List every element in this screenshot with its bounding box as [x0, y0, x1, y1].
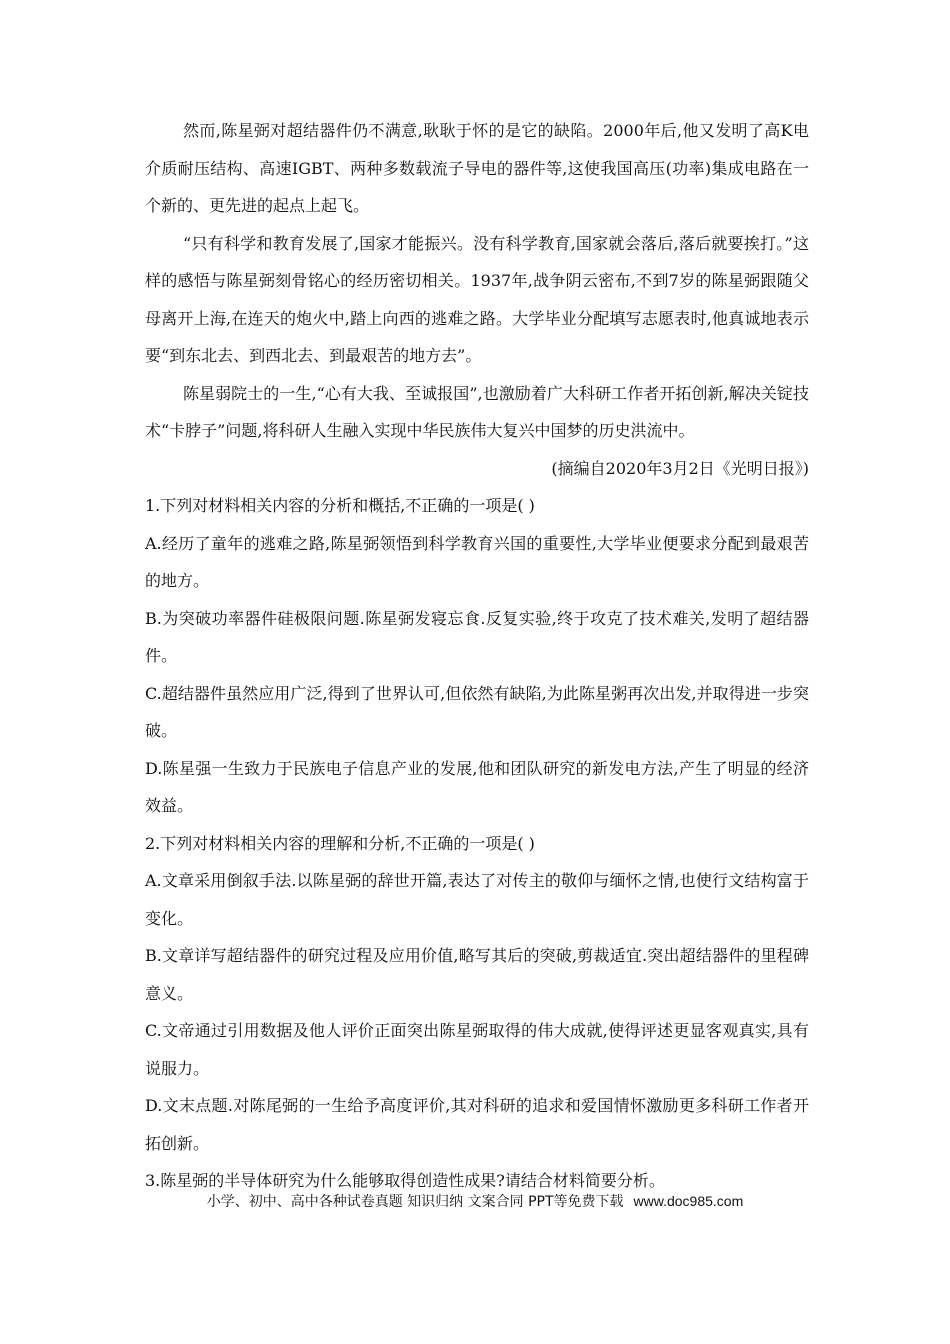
- page-footer: [0, 1189, 950, 1214]
- article-paragraph-1: 然而,陈星弼对超结器件仍不满意,耿耿于怀的是它的缺陷。2000年后,他又发明了高K电介质耐压结构、高速IGBT、两种多数载流子导电的器件等,这使我国高压(功率)集成电路在一个新的、更先进的起点上起飞。: [145, 121, 809, 215]
- question-2-stem: 2.下列对材料相关内容的理解和分析,不正确的一项是( ): [145, 833, 535, 853]
- article-paragraph-3: 陈星弱院士的一生,“心有大我、至诚报国”,也激励着广大科研工作者开拓创新,解决关锭技术“卡脖子”问题,将科研人生融入实现中华民族伟大复兴中国梦的历史洪流中。: [145, 383, 809, 440]
- question-2-option-c: C.文帝通过引用数据及他人评价正面突出陈星弼取得的伟大成就,使得评述更显客观真实,具有说服力。: [145, 1021, 809, 1078]
- footer-text: 小学、初中、高中各种试卷真题 知识归纳 文案合同 PPT等免费下载: [206, 1194, 624, 1210]
- article-source: (摘编自2020年3月2日《光明日报》): [551, 458, 809, 478]
- question-1: [145, 487, 809, 825]
- footer-url[interactable]: www.doc985.com: [633, 1193, 744, 1209]
- question-1-option-b: B.为突破功率器件硅极限问题.陈星弼发寝忘食.反复实验,终于攻克了技术难关,发明了超结器件。: [145, 608, 809, 665]
- question-1-option-d: D.陈星强一生致力于民族电子信息产业的发展,他和团队研究的新发电方法,产生了明显的经济效益。: [145, 758, 809, 815]
- question-1-stem: 1.下列对材料相关内容的分析和概括,不正确的一项是( ): [145, 496, 535, 515]
- question-3-stem: 3.陈星弼的半导体研究为什么能够取得创造性成果?请结合材料简要分析。: [145, 1171, 665, 1190]
- question-2: [145, 825, 809, 1163]
- question-1-option-c: C.超结器件虽然应用广泛,得到了世界认可,但依然有缺陷,为此陈星粥再次出发,并取得进一步突破。: [145, 683, 809, 740]
- document-body: [145, 112, 809, 1200]
- article-paragraph-2: “只有科学和教育发展了,国家才能振兴。没有科学教育,国家就会落后,落后就要挨打。”这样的感悟与陈星弼刻骨铭心的经历密切相关。1937年,战争阴云密布,不到7岁的陈星弼跟随父母离开上海,在连天的炮火中,踏上向西的逃难之路。大学毕业分配填写志愿表时,他真诚地表示要“到东北去、到西北去、到最艰苦的地方去”。: [145, 233, 809, 365]
- question-2-option-d: D.文末点题.对陈尾弼的一生给予高度评价,其对科研的追求和爱国情怀激励更多科研工作者开拓创新。: [145, 1096, 809, 1153]
- question-2-option-a: A.文章采用倒叙手法.以陈星弼的辞世开篇,表达了对传主的敬仰与缅怀之情,也使行文结构富于变化。: [145, 871, 809, 928]
- question-2-option-b: B.文章详写超结器件的研究过程及应用价值,略写其后的突破,剪裁适宜.突出超结器件的里程碑意义。: [145, 946, 809, 1003]
- question-1-option-a: A.经历了童年的逃难之路,陈星弼领悟到科学教育兴国的重要性,大学毕业便要求分配到最艰苦的地方。: [145, 533, 809, 590]
